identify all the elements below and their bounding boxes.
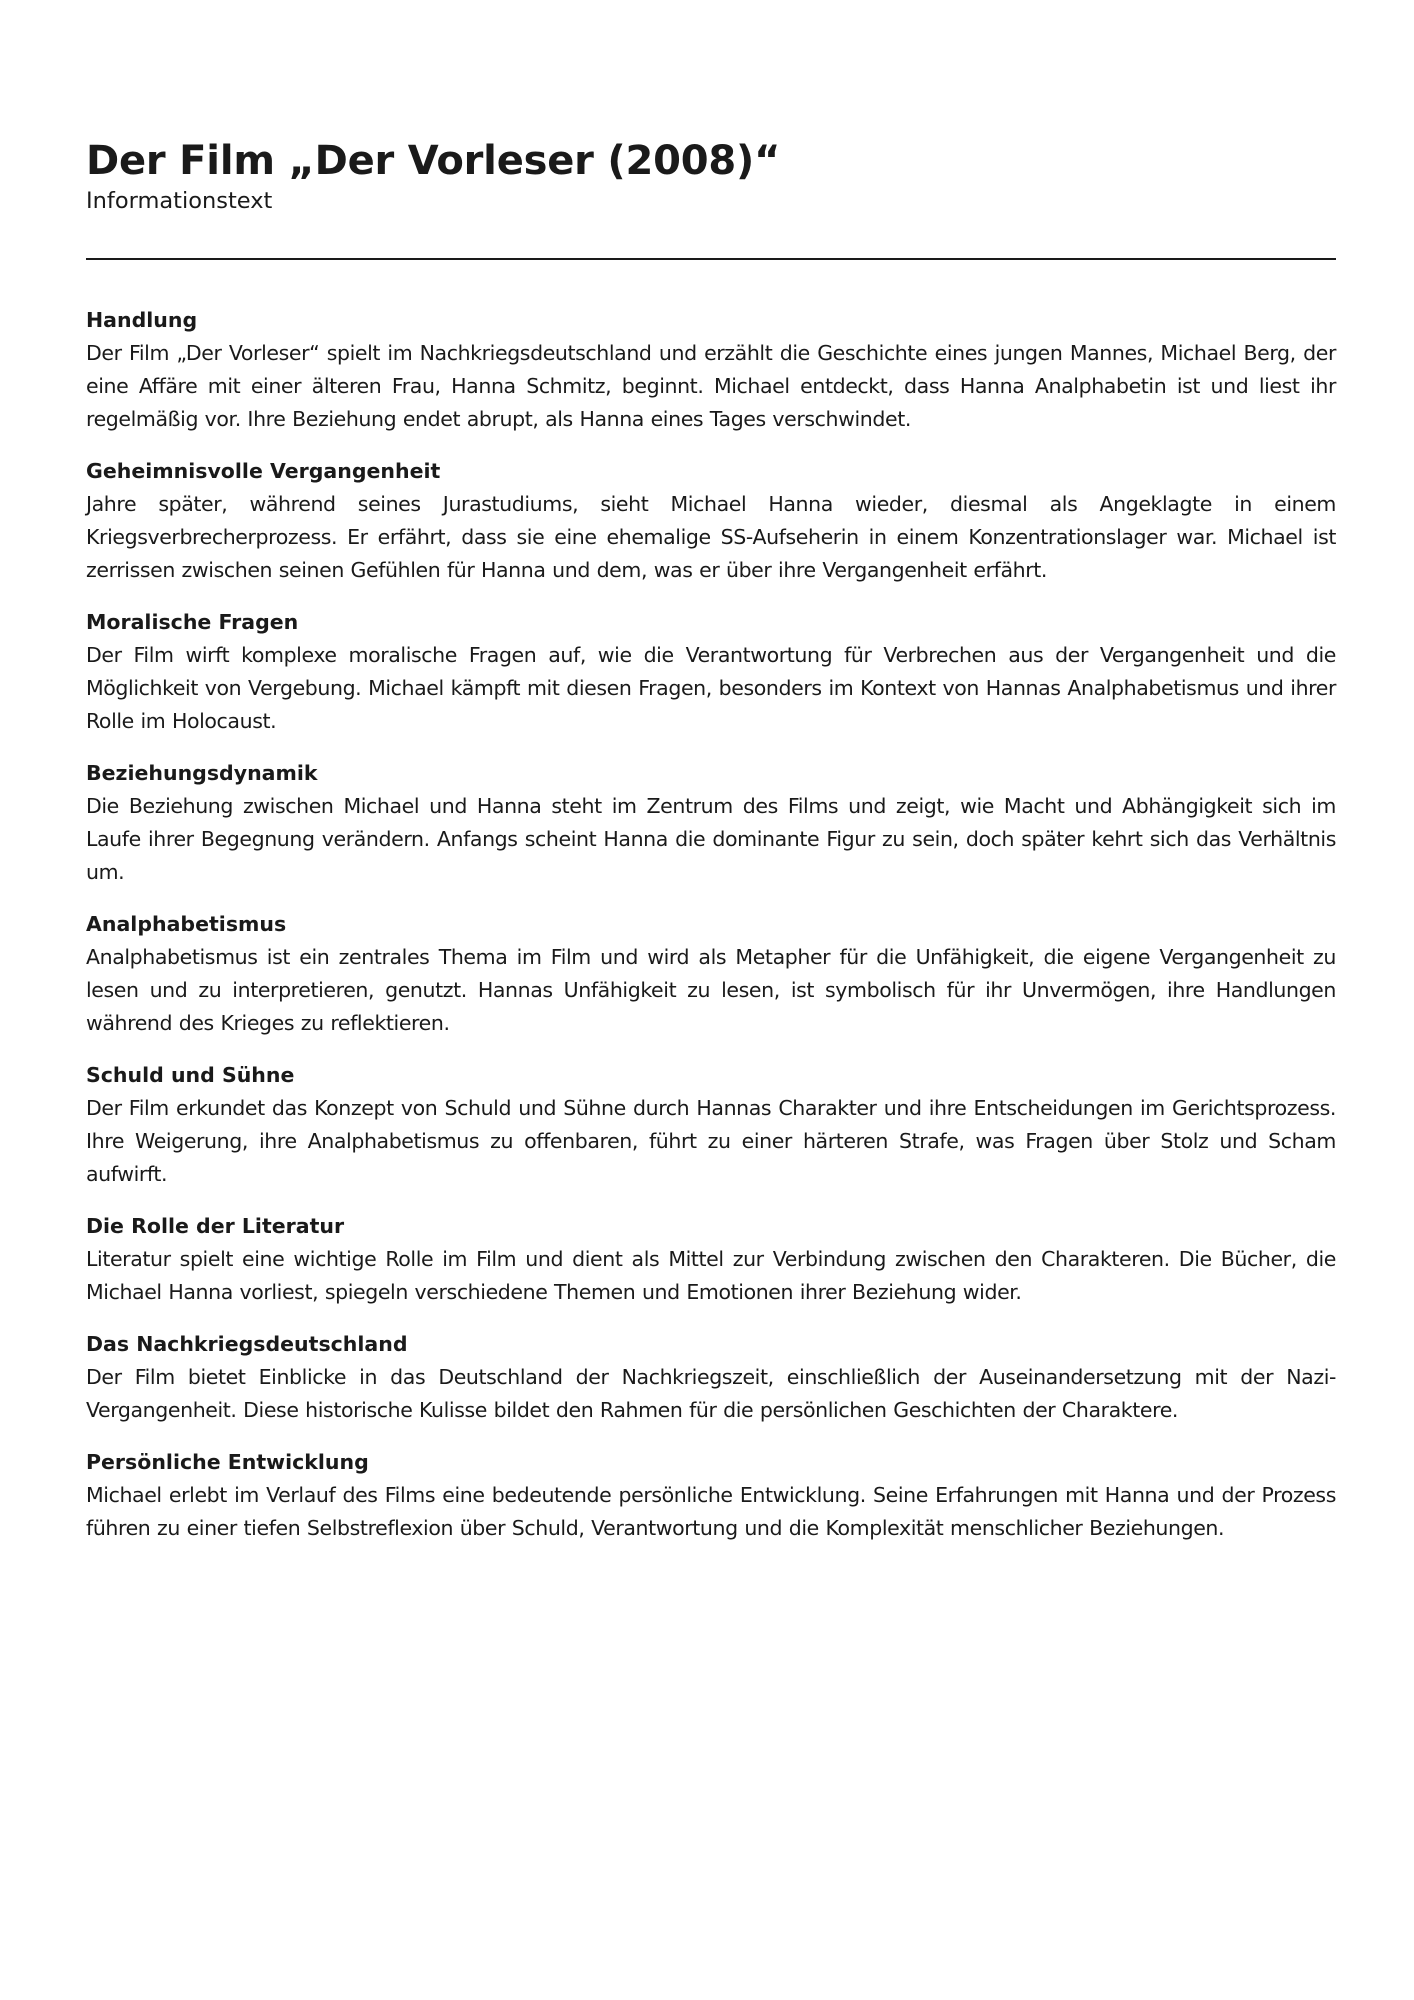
section-heading: Schuld und Sühne <box>86 1063 295 1087</box>
title-divider <box>86 258 1336 260</box>
section-geheimnisvolle-vergangenheit <box>86 455 1336 587</box>
section-heading: Persönliche Entwicklung <box>86 1450 369 1474</box>
section-body: Jahre später, während seines Jurastudiums, sieht Michael Hanna wieder, diesmal als Angeklagte in einem Kriegsverbrecherprozess. Er erfährt, dass sie eine ehemalige SS-Aufseherin in einem Konzentrationslager war. Michael ist zerrissen zwischen seinen Gefühlen für Hanna und dem, was er über ihre Vergangenheit erfährt. <box>86 492 1336 582</box>
section-body: Analphabetismus ist ein zentrales Thema im Film und wird als Metapher für die Unfähigkeit, die eigene Vergangenheit zu lesen und zu interpretieren, genutzt. Hannas Unfähigkeit zu lesen, ist symbolisch für ihr Unvermögen, ihre Handlungen während des Krieges zu reflektieren. <box>86 945 1336 1035</box>
section-body: Literatur spielt eine wichtige Rolle im Film und dient als Mittel zur Verbindung zwischen den Charakteren. Die Bücher, die Michael Hanna vorliest, spiegeln verschiedene Themen und Emotionen ihrer Beziehung wider. <box>86 1247 1336 1304</box>
section-nachkriegsdeutschland <box>86 1328 1336 1427</box>
section-moralische-fragen <box>86 606 1336 738</box>
section-body: Die Beziehung zwischen Michael und Hanna steht im Zentrum des Films und zeigt, wie Macht und Abhängigkeit sich im Laufe ihrer Begegnung verändern. Anfangs scheint Hanna die dominante Figur zu sein, doch später kehrt sich das Verhältnis um. <box>86 794 1336 884</box>
section-heading: Die Rolle der Literatur <box>86 1214 345 1238</box>
section-body: Michael erlebt im Verlauf des Films eine bedeutende persönliche Entwicklung. Seine Erfahrungen mit Hanna und der Prozess führen zu einer tiefen Selbstreflexion über Schuld, Verantwortung und die Komplexität menschlicher Beziehungen. <box>86 1483 1336 1540</box>
section-persoenliche-entwicklung <box>86 1446 1336 1545</box>
document-subtitle: Informationstext <box>86 188 273 214</box>
section-heading: Handlung <box>86 308 198 332</box>
section-schuld-und-suehne <box>86 1059 1336 1191</box>
section-analphabetismus <box>86 908 1336 1040</box>
section-beziehungsdynamik <box>86 757 1336 889</box>
section-heading: Analphabetismus <box>86 912 287 936</box>
section-handlung <box>86 304 1336 436</box>
section-body: Der Film erkundet das Konzept von Schuld und Sühne durch Hannas Charakter und ihre Entscheidungen im Gerichtsprozess. Ihre Weigerung, ihre Analphabetismus zu offenbaren, führt zu einer härteren Strafe, was Fragen über Stolz und Scham aufwirft. <box>86 1096 1336 1186</box>
section-heading: Beziehungsdynamik <box>86 761 318 785</box>
section-body: Der Film „Der Vorleser“ spielt im Nachkriegsdeutschland und erzählt die Geschichte eines jungen Mannes, Michael Berg, der eine Affäre mit einer älteren Frau, Hanna Schmitz, beginnt. Michael entdeckt, dass Hanna Analphabetin ist und liest ihr regelmäßig vor. Ihre Beziehung endet abrupt, als Hanna eines Tages verschwindet. <box>86 341 1336 431</box>
section-heading: Moralische Fragen <box>86 610 299 634</box>
section-heading: Geheimnisvolle Vergangenheit <box>86 459 441 483</box>
section-rolle-der-literatur <box>86 1210 1336 1309</box>
section-body: Der Film bietet Einblicke in das Deutschland der Nachkriegszeit, einschließlich der Auseinandersetzung mit der Nazi-Vergangenheit. Diese historische Kulisse bildet den Rahmen für die persönlichen Geschichten der Charaktere. <box>86 1365 1336 1422</box>
section-body: Der Film wirft komplexe moralische Fragen auf, wie die Verantwortung für Verbrechen aus der Vergangenheit und die Möglichkeit von Vergebung. Michael kämpft mit diesen Fragen, besonders im Kontext von Hannas Analphabetismus und ihrer Rolle im Holocaust. <box>86 643 1336 733</box>
section-heading: Das Nachkriegsdeutschland <box>86 1332 408 1356</box>
document-title: Der Film „Der Vorleser (2008)“ <box>86 138 781 184</box>
